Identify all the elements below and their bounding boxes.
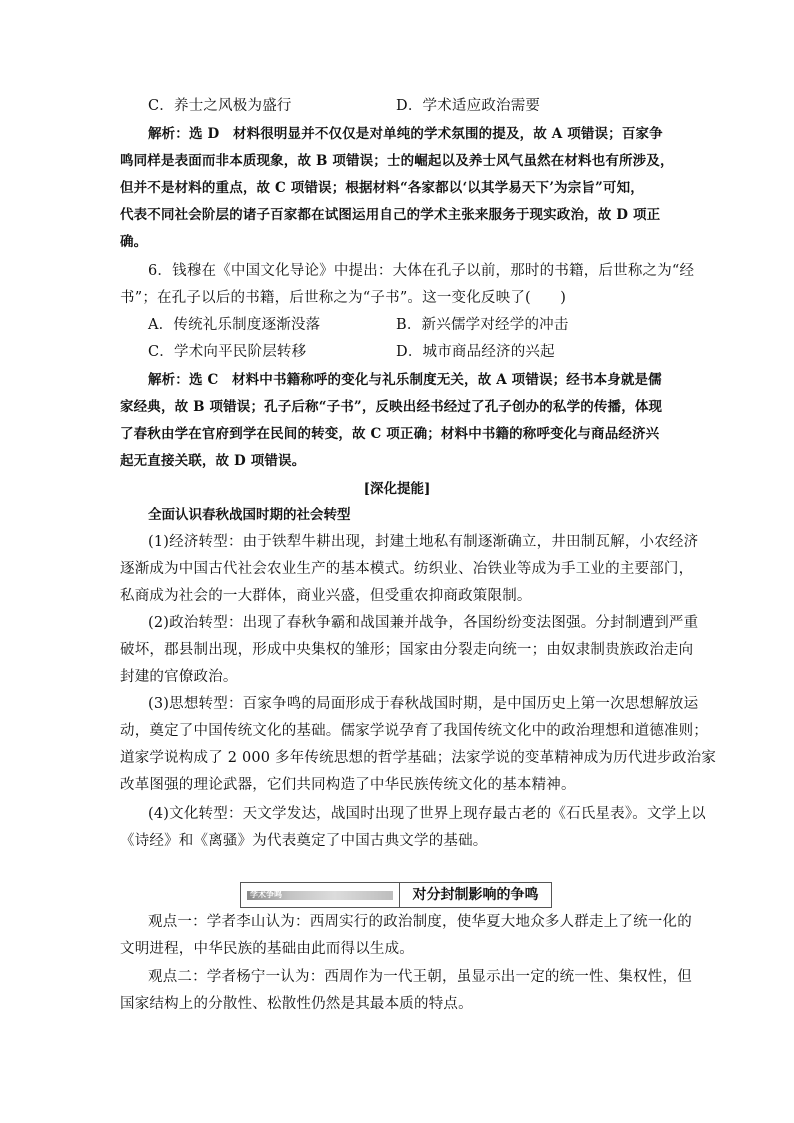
banner-strip bbox=[247, 891, 393, 900]
debate-banner bbox=[240, 882, 552, 908]
point-politics: 破坏，郡县制出现，形成中央集权的雏形；国家由分裂走向统一；由奴隶制贵族政治走向 bbox=[120, 642, 694, 658]
point-thought: 改革图强的理论武器，它们共同构造了中华民族传统文化的基本精神。 bbox=[120, 777, 576, 793]
point-culture: (4)文化转型：天文学发达，战国时出现了世界上现存最古老的《石氏星表》。文学上以 bbox=[148, 806, 706, 822]
point-culture: 《诗经》和《离骚》为代表奠定了中国古典文学的基础。 bbox=[120, 833, 488, 849]
point-economy: 私商成为社会的一大群体，商业兴盛，但受重农抑商政策限制。 bbox=[120, 588, 532, 604]
point-economy: (1)经济转型：由于铁犁牛耕出现，封建土地私有制逐渐确立，井田制瓦解，小农经济 bbox=[148, 534, 699, 550]
view-two: 国家结构上的分散性、松散性仍然是其最本质的特点。 bbox=[120, 996, 473, 1012]
q6-analysis-line: 家经典，故 B 项错误；孔子后称“子书”，反映出经书经过了孔子创办的私学的传播，体现 bbox=[120, 399, 663, 415]
view-one: 文明进程，中华民族的基础由此而得以生成。 bbox=[120, 941, 414, 957]
banner-tag-label: 学术争鸣 bbox=[250, 890, 282, 899]
option-d: D．城市商品经济的兴起 bbox=[396, 344, 555, 360]
q5-analysis-line: 解析：选 D 材料很明显并不仅仅是对单纯的学术氛围的提及，故 A 项错误；百家争 bbox=[148, 126, 663, 142]
point-thought: (3)思想转型：百家争鸣的局面形成于春秋战国时期，是中国历史上第一次思想解放运 bbox=[148, 696, 699, 712]
banner-tag bbox=[241, 883, 400, 907]
point-politics: 封建的官僚政治。 bbox=[120, 669, 238, 685]
point-politics: (2)政治转型：出现了春秋争霸和战国兼并战争，各国纷纷变法图强。分封制遭到严重 bbox=[148, 615, 699, 631]
section-title: 全面认识春秋战国时期的社会转型 bbox=[148, 507, 351, 523]
point-thought: 道家学说构成了 2 000 多年传统思想的哲学基础；法家学说的变革精神成为历代进步政治家 bbox=[120, 750, 717, 766]
q5-analysis-line: 确。 bbox=[120, 234, 148, 250]
option-c: C．学术向平民阶层转移 bbox=[148, 344, 307, 360]
q5-analysis-line: 鸣同样是表面而非本质现象，故 B 项错误；士的崛起以及养士风气虽然在材料也有所涉及， bbox=[120, 153, 674, 169]
point-economy: 逐渐成为中国古代社会农业生产的基本模式。纺织业、冶铁业等成为手工业的主要部门， bbox=[120, 561, 694, 577]
option-d: D．学术适应政治需要 bbox=[396, 98, 541, 114]
point-thought: 动，奠定了中国传统文化的基础。儒家学说孕育了我国传统文化中的政治理想和道德准则； bbox=[120, 723, 708, 739]
view-one: 观点一：学者李山认为：西周实行的政治制度，使华夏大地众多人群走上了统一化的 bbox=[148, 914, 692, 930]
q5-analysis-line: 但并不是材料的重点，故 C 项错误；根据材料“各家都以‘以其学易天下’为宗旨”可知， bbox=[120, 180, 644, 196]
banner-title: 对分封制影响的争鸣 bbox=[412, 887, 539, 903]
q6-stem-line: 6．钱穆在《中国文化导论》中提出：大体在孔子以前，那时的书籍，后世称之为“经 bbox=[148, 263, 695, 279]
q6-analysis-line: 解析：选 C 材料中书籍称呼的变化与礼乐制度无关，故 A 项错误；经书本身就是儒 bbox=[148, 372, 662, 388]
option-b: B．新兴儒学对经学的冲击 bbox=[396, 317, 569, 333]
option-a: A．传统礼乐制度逐渐没落 bbox=[148, 317, 321, 333]
view-two: 观点二：学者杨宁一认为：西周作为一代王朝，虽显示出一定的统一性、集权性，但 bbox=[148, 969, 692, 985]
q6-analysis-line: 了春秋由学在官府到学在民间的转变，故 C 项正确；材料中书籍的称呼变化与商品经济兴 bbox=[120, 426, 660, 442]
section-header: [深化提能] bbox=[363, 481, 431, 497]
q6-stem-line: 书”；在孔子以后的书籍，后世称之为“子书”。这一变化反映了( ) bbox=[120, 290, 567, 306]
q6-analysis-line: 起无直接关联，故 D 项错误。 bbox=[120, 453, 306, 469]
q5-analysis-line: 代表不同社会阶层的诸子百家都在试图运用自己的学术主张来服务于现实政治，故 D 项正 bbox=[120, 207, 661, 223]
option-c: C．养士之风极为盛行 bbox=[148, 98, 292, 114]
